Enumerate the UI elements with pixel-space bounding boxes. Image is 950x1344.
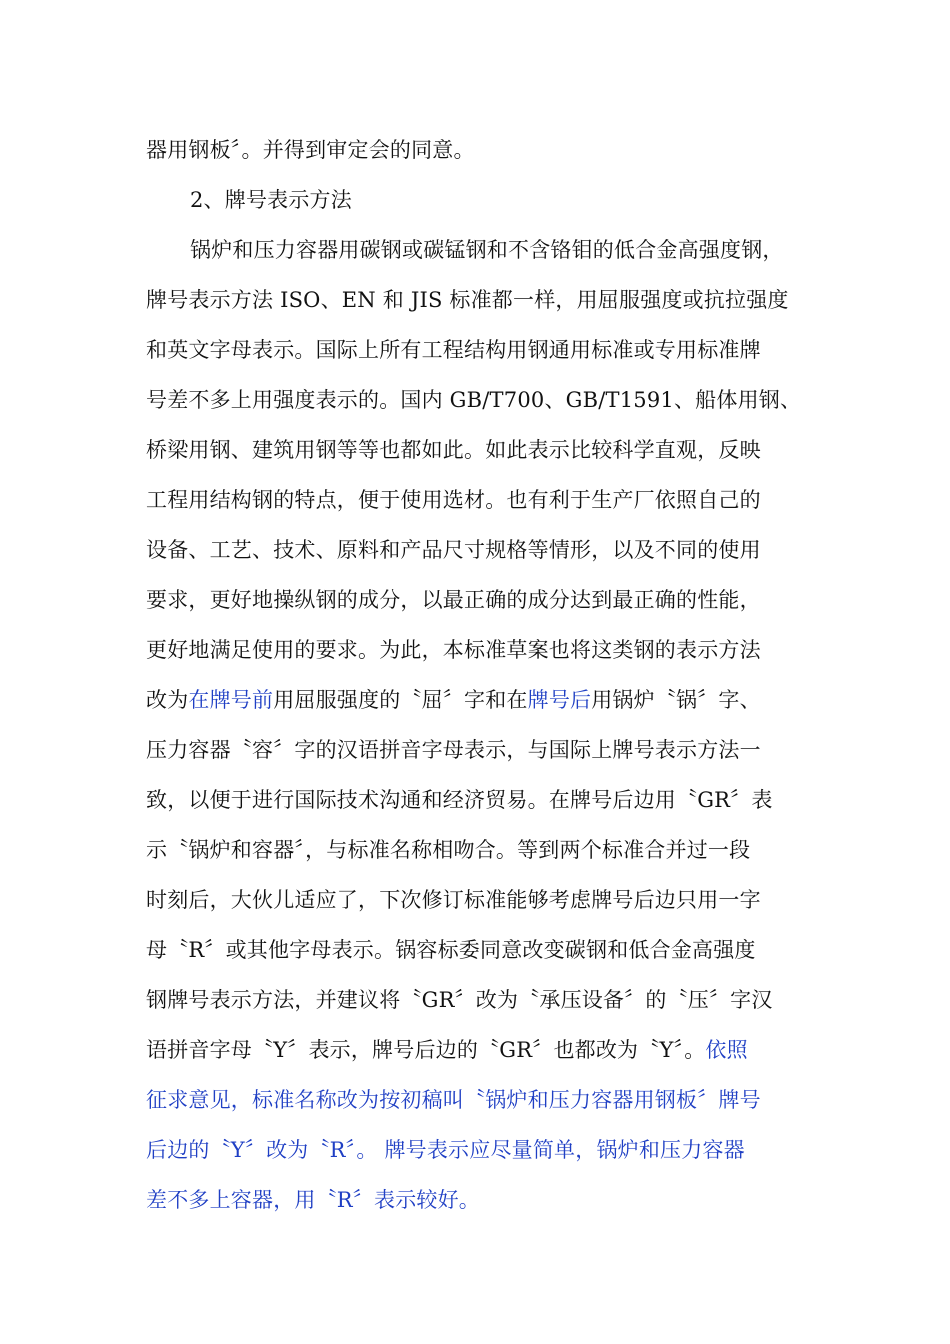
text-segment: 锅炉和压力容器用碳钢或碳锰钢和不含铬钼的低合金高强度钢， [190, 238, 784, 262]
text-segment: 器用钢板〞。并得到审定会的同意。 [146, 138, 475, 162]
text-segment: 桥梁用钢、建筑用钢等等也都如此。如此表示比较科学直观，反映 [146, 438, 761, 462]
text-segment: 钢牌号表示方法，并建议将〝GR〞改为〝承压设备〞的〝压〞字汉 [146, 988, 773, 1012]
highlighted-text: 差不多上容器，用〝R〞表示较好。 [146, 1188, 481, 1212]
highlighted-text: 后边的〝Y〞改为〝R〞。 牌号表示应尽量简单，锅炉和压力容器 [146, 1138, 745, 1162]
text-line [146, 834, 826, 866]
text-segment: 致，以便于进行国际技术沟通和经济贸易。在牌号后边用〝GR〞表 [146, 788, 773, 812]
text-segment: 用锅炉〝锅〞字、 [591, 688, 761, 712]
text-line [146, 534, 826, 566]
text-line [190, 234, 830, 266]
text-segment: 更好地满足使用的要求。为此，本标准草案也将这类钢的表示方法 [146, 638, 761, 662]
text-line [146, 134, 826, 166]
text-line [146, 884, 826, 916]
text-line [146, 934, 826, 966]
text-line [146, 584, 826, 616]
text-segment: 压力容器〝容〞字的汉语拼音字母表示，与国际上牌号表示方法一 [146, 738, 761, 762]
text-line [146, 384, 826, 416]
text-line [146, 734, 826, 766]
text-line [146, 434, 826, 466]
text-segment: 设备、工艺、技术、原料和产品尺寸规格等情形，以及不同的使用 [146, 538, 761, 562]
highlighted-line [146, 1184, 826, 1216]
text-segment: 示〝锅炉和容器〞，与标准名称相吻合。等到两个标准合并过一段 [146, 838, 751, 862]
highlighted-text: 依照 [705, 1038, 748, 1062]
text-line [146, 684, 826, 716]
text-segment: 语拼音字母〝Y〞表示，牌号后边的〝GR〞也都改为〝Y〞。 [146, 1038, 706, 1062]
text-segment: 要求，更好地操纵钢的成分，以最正确的成分达到最正确的性能， [146, 588, 761, 612]
text-segment: 和英文字母表示。国际上所有工程结构用钢通用标准或专用标准牌 [146, 338, 761, 362]
text-segment: 时刻后，大伙儿适应了，下次修订标准能够考虑牌号后边只用一字 [146, 888, 761, 912]
text-line [146, 334, 826, 366]
text-line [146, 484, 826, 516]
highlighted-line [146, 1134, 826, 1166]
text-segment: 号差不多上用强度表示的。国内 GB/T700、GB/T1591、船体用钢、 [146, 388, 802, 412]
highlighted-text: 在牌号前 [188, 688, 274, 712]
text-segment: 母〝R〞或其他字母表示。锅容标委同意改变碳钢和低合金高强度 [146, 938, 756, 962]
text-segment: 工程用结构钢的特点，便于使用选材。也有利于生产厂依照自己的 [146, 488, 761, 512]
text-line [146, 284, 826, 316]
text-segment: 2、牌号表示方法 [190, 188, 352, 212]
text-segment: 用屈服强度的〝屈〞字和在 [273, 688, 528, 712]
highlighted-text: 征求意见，标准名称改为按初稿叫〝锅炉和压力容器用钢板〞牌号 [146, 1088, 761, 1112]
text-line [146, 984, 826, 1016]
section-heading [190, 184, 830, 216]
text-line [146, 634, 826, 666]
text-line [146, 1034, 826, 1066]
text-segment: 牌号表示方法 ISO、EN 和 JIS 标准都一样，用屈服强度或抗拉强度 [146, 288, 789, 312]
highlighted-line [146, 1084, 826, 1116]
text-segment: 改为 [146, 688, 189, 712]
highlighted-text: 牌号后 [527, 688, 592, 712]
text-line [146, 784, 826, 816]
